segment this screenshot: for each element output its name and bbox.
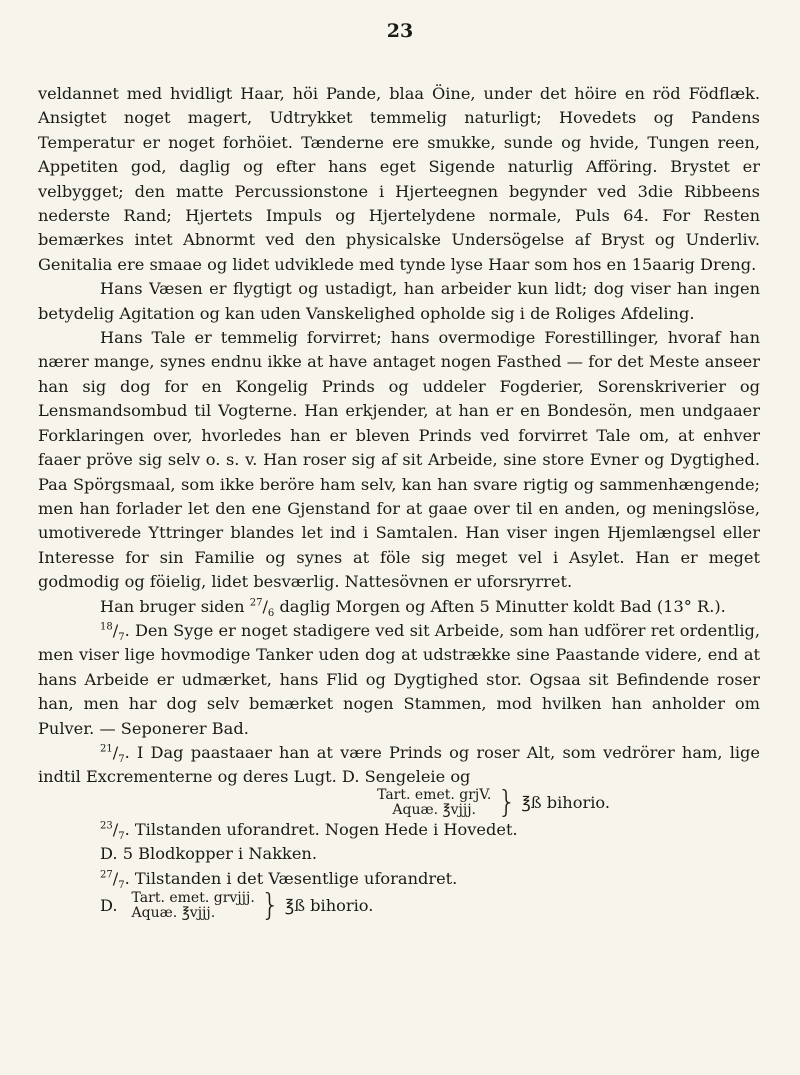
- paragraph-1: veldannet med hvidligt Haar, höi Pande, blaa Öine, under det höire en röd Födflæk. Ansigtet noget magert, Udtrykket temmelig naturligt; Hovedets og Pandens Temperatur er noget forhöiet. Tænderne ere smukke, sunde og hvide, Tungen reen, Appetiten god, daglig og efter hans eget Sigende naturlig Afföring. Brystet er velbygget; den matte Percussionstone i Hjerteegnen begynder ved 3die Ribbeens nederste Rand; Hjertets Impuls og Hjertelydene normale, Puls 64. For Resten bemærkes intet Abnormt ved den physicalske Undersögelse af Bryst og Underliv. Genitalia ere smaae og lidet udviklede med tynde lyse Haar som hos en 15aarig Dreng.: [38, 84, 760, 274]
- entry-bath: Han bruger siden $^{27}/_6$ daglig Morgen og Aften 5 Minutter koldt Bad (13° R.).: [100, 596, 726, 619]
- paragraph-3: Hans Tale er temmelig forvirret; hans overmodige Forestillinger, hvoraf han nærer mange, synes endnu ikke at have antaget nogen Fasthed — for det Meste anseer han sig dog for en Kongelig Prinds og uddeler Fogderier, Sorenskriverier og Lensmandsombud til Vogterne. Han erkjender, at han er en Bondesön, men undgaaer Forklaringen over, hvorledes han er bleven Prinds ved forvirret Tale om, at enhver faaer pröve sig selv o. s. v. Han roser sig af sit Arbeide, sine store Evner og Dygtighed. Paa Spörgsmaal, som ikke beröre ham selv, kan han svare rigtig og sammenhængende; men han forlader let den ene Gjenstand for at gaae over til en anden, og meningslöse, umotiverede Yttringer blandes let ind i Samtalen. Han viser ingen Hjemlængsel eller Interesse for sin Familie og synes at föle sig meget vel i Asylet. Han er meget godmodig og föielig, lidet besværlig. Nattesövnen er uforsryrret.: [38, 328, 760, 592]
- brace-icon: }: [260, 888, 280, 923]
- prescription-2-fraction: Tart. emet. grvjjj. Aquæ. ℥vjjj.: [131, 890, 255, 921]
- paragraph-2: Hans Væsen er flygtigt og ustadigt, han arbeider kun lidt; dog viser han ingen betydelig Agitation og kan uden Vanskelighed opholde sig i de Roliges Afdeling.: [38, 279, 760, 323]
- body-text: [38, 82, 760, 921]
- entry-27-7: $^{27}/_7$. Tilstanden i det Væsentlige uforandret.: [100, 868, 458, 891]
- prescription-2: D. Tart. emet. grvjjj. Aquæ. ℥vjjj. } ℥ß bihorio.: [100, 888, 374, 923]
- entry-23-7: $^{23}/_7$. Tilstanden uforandret. Nogen Hede i Hovedet.: [100, 819, 518, 843]
- brace-icon: }: [497, 784, 517, 820]
- entry-18-7: $^{18}/_7$. Den Syge er noget stadigere ved sit Arbeide, som han udförer ret ordentlig, men viser lige hovmodige Tanker uden dog at udstrække sine Paastande videre, end at hans Arbeide er udmærket, hans Flid og Dygtighed stor. Ogsaa sit Befindende roser han, men har dog selv bemærket nogen Stammen, mod hvilken han anholder om Pulver. — Seponerer Bad.: [38, 620, 760, 738]
- prescription-1-fraction: Tart. emet. grjV. Aquæ. ℥vjjj.: [377, 786, 492, 818]
- prescription-1: Tart. emet. grjV. Aquæ. ℥vjjj. } ℥ß bihorio.: [377, 784, 610, 820]
- entry-21-7: $^{21}/_7$. I Dag paastaaer han at være Prinds og roser Alt, som vedrörer ham, lige indtil Excrementerne og deres Lugt. D. Sengeleie og: [38, 742, 760, 787]
- entry-blodkopper: D. 5 Blodkopper i Nakken.: [100, 844, 317, 864]
- page-number: 23: [386, 20, 414, 42]
